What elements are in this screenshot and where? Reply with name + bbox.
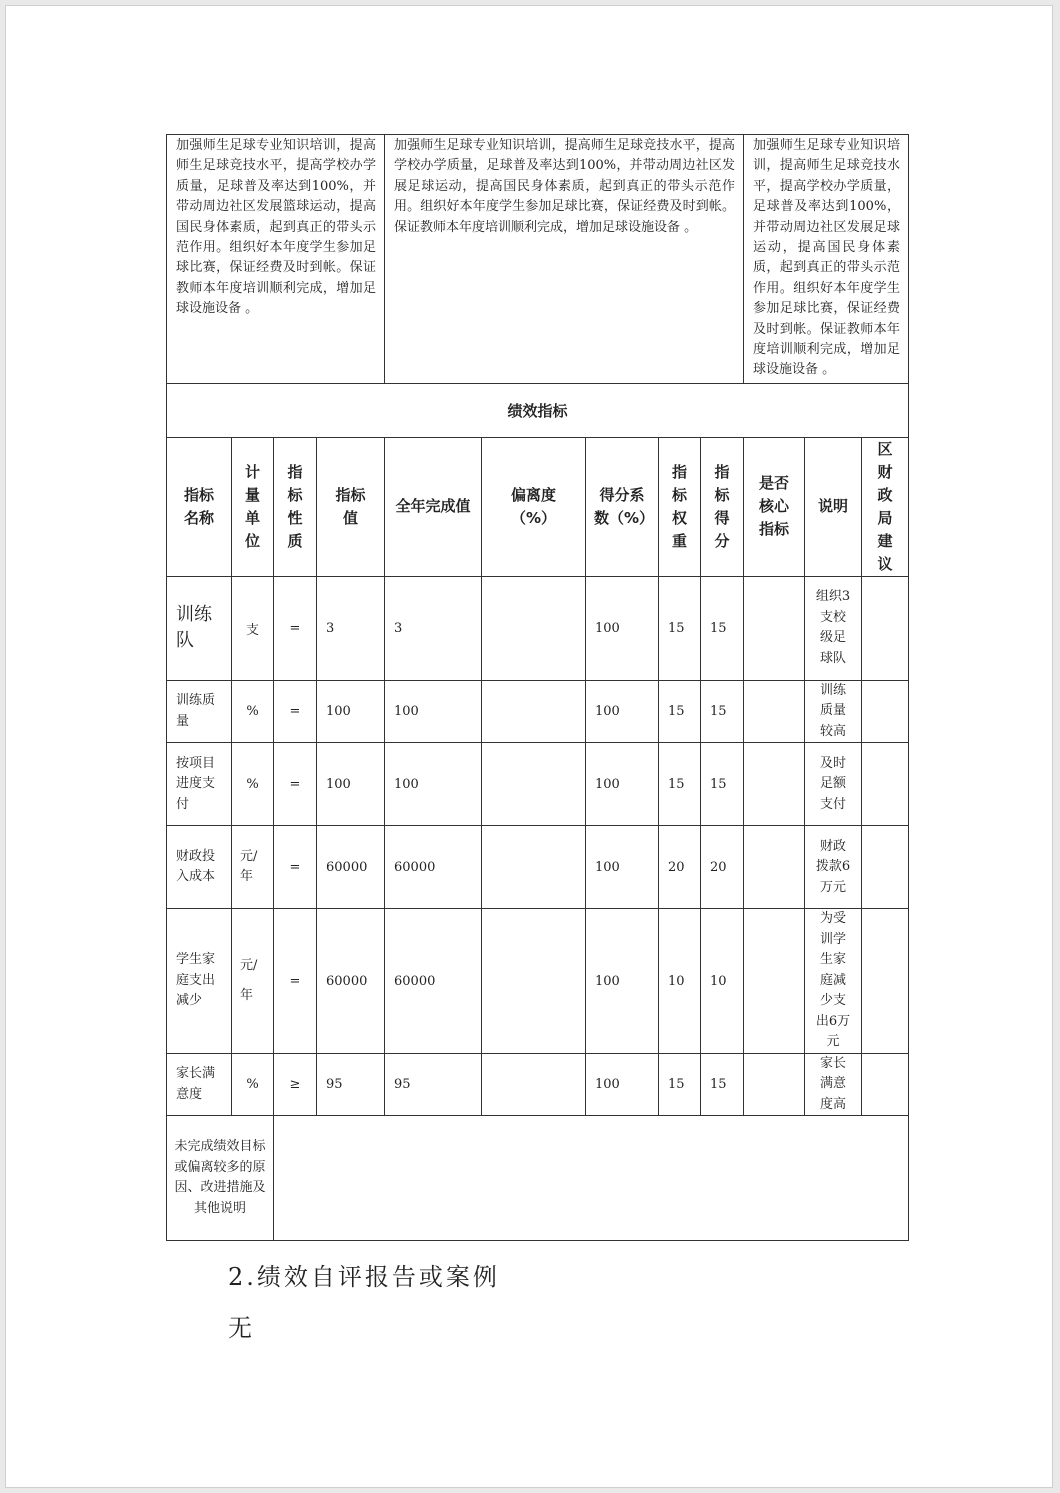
- cell-note: 组织3支校级足球队: [805, 576, 862, 680]
- cell-score: 20: [701, 826, 744, 909]
- cell-target: 100: [317, 743, 385, 826]
- cell-note: 财政拨款6万元: [805, 826, 862, 909]
- cell-score: 15: [701, 1053, 744, 1116]
- cell-deviation: [482, 680, 586, 743]
- table-row: [167, 826, 909, 909]
- cell-advice: [862, 576, 909, 680]
- cell-deviation: [482, 576, 586, 680]
- cell-unit: 元/年: [232, 826, 274, 909]
- goal-text-1: 加强师生足球专业知识培训，提高师生足球竞技水平，提高学校办学质量，足球普及率达到100%，并带动周边社区发展篮球运动，提高国民身体素质，起到真正的带头示范作用。组织好本年度学生参加足球比赛，保证经费及时到帐。保证教师本年度培训顺利完成，增加足球设施设备 。: [167, 135, 385, 384]
- section-title: 绩效指标: [167, 383, 909, 437]
- goal-text-3: 加强师生足球专业知识培训，提高师生足球竞技水平，提高学校办学质量，足球普及率达到100%，并带动周边社区发展足球运动，提高国民身体素质，起到真正的带头示范作用。组织好本年度学生参加足球比赛，保证经费及时到帐。保证教师本年度培训顺利完成，增加足球设施设备 。: [744, 135, 909, 384]
- cell-weight: 15: [659, 1053, 701, 1116]
- header-score: 指标得分: [701, 437, 744, 576]
- header-weight: 指标权重: [659, 437, 701, 576]
- cell-actual: 100: [385, 680, 482, 743]
- cell-coef: 100: [586, 680, 659, 743]
- cell-advice: [862, 909, 909, 1054]
- cell-unit: %: [232, 1053, 274, 1116]
- cell-score: 15: [701, 680, 744, 743]
- cell-nature: =: [274, 743, 317, 826]
- cell-advice: [862, 1053, 909, 1116]
- cell-weight: 15: [659, 743, 701, 826]
- footer-label: 未完成绩效目标或偏离较多的原因、改进措施及其他说明: [167, 1116, 274, 1241]
- cell-core: [744, 1053, 805, 1116]
- cell-coef: 100: [586, 576, 659, 680]
- cell-target: 3: [317, 576, 385, 680]
- cell-advice: [862, 826, 909, 909]
- header-advice: 区财政局建议: [862, 437, 909, 576]
- cell-coef: 100: [586, 743, 659, 826]
- header-row: [167, 437, 909, 576]
- section-heading: 2.绩效自评报告或案例: [228, 1263, 500, 1291]
- cell-name: 训练队: [167, 576, 232, 680]
- cell-score: 10: [701, 909, 744, 1054]
- cell-target: 60000: [317, 826, 385, 909]
- table-row: [167, 743, 909, 826]
- cell-score: 15: [701, 576, 744, 680]
- document-page: [5, 5, 1053, 1488]
- cell-coef: 100: [586, 1053, 659, 1116]
- cell-nature: =: [274, 680, 317, 743]
- cell-name: 财政投入成本: [167, 826, 232, 909]
- header-target: 指标值: [317, 437, 385, 576]
- cell-target: 95: [317, 1053, 385, 1116]
- table-row: [167, 1053, 909, 1116]
- goal-text-2: 加强师生足球专业知识培训，提高师生足球竞技水平，提高学校办学质量，足球普及率达到100%，并带动周边社区发展足球运动，提高国民身体素质，起到真正的带头示范作用。组织好本年度学生参加足球比赛，保证经费及时到帐。保证教师本年度培训顺利完成，增加足球设施设备 。: [385, 135, 744, 384]
- cell-name: 训练质量: [167, 680, 232, 743]
- cell-core: [744, 826, 805, 909]
- footer-row: [167, 1116, 909, 1241]
- cell-actual: 60000: [385, 826, 482, 909]
- cell-core: [744, 576, 805, 680]
- cell-core: [744, 909, 805, 1054]
- cell-core: [744, 743, 805, 826]
- header-note: 说明: [805, 437, 862, 576]
- cell-core: [744, 680, 805, 743]
- cell-target: 100: [317, 680, 385, 743]
- cell-actual: 60000: [385, 909, 482, 1054]
- header-core: 是否核心指标: [744, 437, 805, 576]
- cell-unit: %: [232, 680, 274, 743]
- cell-coef: 100: [586, 909, 659, 1054]
- cell-unit: %: [232, 743, 274, 826]
- cell-actual: 100: [385, 743, 482, 826]
- cell-deviation: [482, 1053, 586, 1116]
- header-deviation: 偏离度（%）: [482, 437, 586, 576]
- header-coef: 得分系数（%）: [586, 437, 659, 576]
- header-name: 指标名称: [167, 437, 232, 576]
- cell-weight: 15: [659, 576, 701, 680]
- cell-weight: 15: [659, 680, 701, 743]
- cell-nature: =: [274, 826, 317, 909]
- cell-note: 为受训学生家庭减少支出6万元: [805, 909, 862, 1054]
- section-body: 无: [228, 1314, 252, 1342]
- header-nature: 指标性质: [274, 437, 317, 576]
- cell-coef: 100: [586, 826, 659, 909]
- performance-table: [166, 134, 909, 1241]
- cell-unit: 支: [232, 576, 274, 680]
- cell-note: 训练质量较高: [805, 680, 862, 743]
- table-row: [167, 680, 909, 743]
- table-row: [167, 576, 909, 680]
- cell-note: 及时足额支付: [805, 743, 862, 826]
- cell-nature: =: [274, 576, 317, 680]
- cell-score: 15: [701, 743, 744, 826]
- header-actual: 全年完成值: [385, 437, 482, 576]
- cell-nature: ≥: [274, 1053, 317, 1116]
- cell-name: 家长满意度: [167, 1053, 232, 1116]
- cell-weight: 10: [659, 909, 701, 1054]
- cell-deviation: [482, 743, 586, 826]
- cell-target: 60000: [317, 909, 385, 1054]
- cell-advice: [862, 743, 909, 826]
- cell-advice: [862, 680, 909, 743]
- cell-deviation: [482, 909, 586, 1054]
- table-row: [167, 909, 909, 1054]
- cell-weight: 20: [659, 826, 701, 909]
- cell-actual: 3: [385, 576, 482, 680]
- goals-row: [167, 135, 909, 384]
- cell-actual: 95: [385, 1053, 482, 1116]
- cell-nature: =: [274, 909, 317, 1054]
- cell-unit: 元/年: [232, 909, 274, 1054]
- cell-name: 学生家庭支出减少: [167, 909, 232, 1054]
- cell-deviation: [482, 826, 586, 909]
- footer-value: [274, 1116, 909, 1241]
- header-unit: 计量单位: [232, 437, 274, 576]
- cell-name: 按项目进度支付: [167, 743, 232, 826]
- cell-note: 家长满意度高: [805, 1053, 862, 1116]
